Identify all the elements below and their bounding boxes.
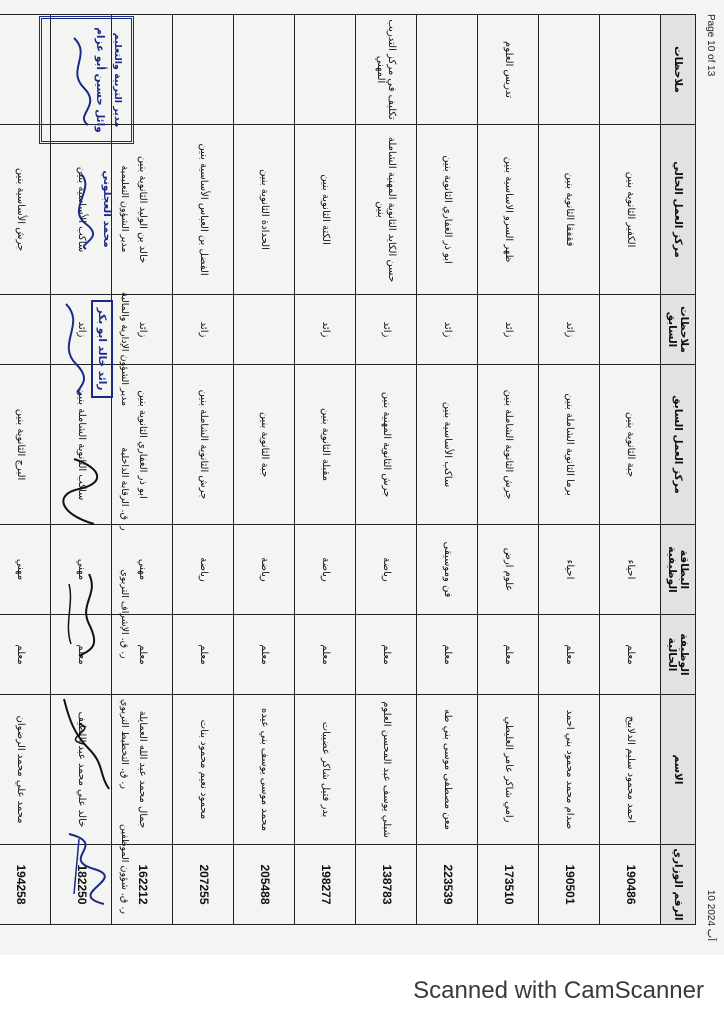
signature-block xyxy=(14,14,134,924)
table-row xyxy=(234,15,295,925)
cell-curr-center: الحدادة الثانوية بنين xyxy=(234,125,295,295)
cell-prev-center: مقبلة الثانوية بنين xyxy=(295,365,356,525)
signature-title: مدير الشؤون التعليمية xyxy=(119,165,130,253)
cell-id: 223539 xyxy=(417,845,478,925)
cell-note xyxy=(539,15,600,125)
signature-scribble-icon xyxy=(49,564,119,664)
cell-prev-center: جرش الثانوية الشاملة بنين xyxy=(173,365,234,525)
cell-prev-note: زائد xyxy=(539,295,600,365)
signature-title: ر. ق. الرقابة الداخلية xyxy=(119,447,130,531)
page-date: 10 آب 2024 xyxy=(705,889,716,941)
scanner-watermark: Scanned with CamScanner xyxy=(413,977,704,1004)
cell-prev-center: ساكب الثانوية الشاملة بنين xyxy=(51,365,112,525)
cell-prev-note: زائد xyxy=(417,295,478,365)
cell-note: تكليف في مركز التدريب المهني xyxy=(356,15,417,125)
cell-card: رياضة xyxy=(234,525,295,615)
signature-admin-finance xyxy=(14,274,134,424)
cell-note xyxy=(600,15,661,125)
cell-curr-center: فقفقا الثانوية بنين xyxy=(539,125,600,295)
signature-title: ر. ق. شؤون الموظفين xyxy=(119,824,130,914)
signature-title: مدير الشؤون الإدارية والمالية xyxy=(119,291,130,407)
table-row xyxy=(417,15,478,925)
table-row xyxy=(478,15,539,925)
cell-job: معلم xyxy=(600,615,661,695)
cell-name: محمود نعيم محمود بنات xyxy=(173,695,234,845)
page-header xyxy=(700,14,716,941)
cell-prev-center: جرش الثانوية المهنية بنين xyxy=(356,365,417,525)
signature-planning xyxy=(14,684,134,804)
cell-job: معلم xyxy=(173,615,234,695)
cell-id: 190486 xyxy=(600,845,661,925)
cell-prev-center: جبة الثانوية بنين xyxy=(234,365,295,525)
col-header-note: ملاحظات xyxy=(661,15,696,125)
cell-job: معلم xyxy=(112,615,173,695)
table-row xyxy=(173,15,234,925)
cell-prev-center: برما الثانوية الشاملة بنين xyxy=(539,365,600,525)
signature-title: مدير التربية والتعليم xyxy=(112,32,123,128)
col-header-name: الاسم xyxy=(661,695,696,845)
cell-note xyxy=(173,15,234,125)
cell-curr-center: الكفير الثانوية بنين xyxy=(600,125,661,295)
col-header-prev-center: مركز العمل السابق xyxy=(661,365,696,525)
signature-name: محمد العجلوني xyxy=(101,170,113,248)
signature-name: وائل حسين أبو عزام xyxy=(94,27,106,133)
cell-curr-center: حسن الكايد الثانوية المهنية الشاملة بنين xyxy=(356,125,417,295)
cell-prev-center: ابو ذر الغفاري الثانوية بنين xyxy=(112,365,173,525)
cell-prev-note xyxy=(234,295,295,365)
cell-note xyxy=(295,15,356,125)
signature-director xyxy=(14,14,134,144)
signature-education-affairs xyxy=(14,154,134,264)
director-stamp xyxy=(39,16,134,144)
signature-title: ر. ق. التخطيط التربوي xyxy=(119,699,130,789)
cell-job: معلم xyxy=(356,615,417,695)
cell-name: معن مصطفى موسى بني طه xyxy=(417,695,478,845)
signature-scribble-icon xyxy=(61,164,101,254)
cell-card: رياضة xyxy=(173,525,234,615)
cell-name: رامي شاكر عامر العليطي xyxy=(478,695,539,845)
cell-prev-note: زائد xyxy=(112,295,173,365)
cell-card: علوم ارض xyxy=(478,525,539,615)
signature-scribble-icon xyxy=(49,824,119,914)
page-number: Page 10 of 13 xyxy=(705,14,716,77)
cell-id: 162212 xyxy=(112,845,173,925)
cell-name: خالد علي محمد عبد اللطيف xyxy=(51,695,112,845)
col-header-curr-center: مركز العمل الحالي xyxy=(661,125,696,295)
cell-curr-center: الفضل بن العباس الأساسية بنين xyxy=(173,125,234,295)
signature-scribble-icon xyxy=(49,444,119,534)
table-row xyxy=(356,15,417,925)
signature-audit xyxy=(14,434,134,544)
signature-supervision xyxy=(14,554,134,674)
signature-scribble-icon xyxy=(51,294,91,404)
cell-name: بدر فتيل شاكر عضيبات xyxy=(295,695,356,845)
cell-job: معلم xyxy=(51,615,112,695)
cell-name: شبلي يوسف عبد المحسن العلوم xyxy=(356,695,417,845)
cell-id: 194258 xyxy=(0,845,51,925)
cell-note: تدريس العلوم xyxy=(478,15,539,125)
cell-job: معلم xyxy=(478,615,539,695)
table-header-row xyxy=(661,15,696,925)
cell-job: معلم xyxy=(295,615,356,695)
cell-prev-center: البرج الثانوية بنين xyxy=(0,365,51,525)
cell-note xyxy=(234,15,295,125)
table-row xyxy=(600,15,661,925)
cell-curr-center: خالد بن الوليد الثانوية بنين xyxy=(112,125,173,295)
cell-id: 198277 xyxy=(295,845,356,925)
cell-card: رياضة xyxy=(356,525,417,615)
cell-id: 138783 xyxy=(356,845,417,925)
cell-id: 207255 xyxy=(173,845,234,925)
table-row xyxy=(295,15,356,925)
cell-name: صدام محمد محمود بني احمد xyxy=(539,695,600,845)
cell-id: 182250 xyxy=(51,845,112,925)
cell-prev-note: زائد xyxy=(295,295,356,365)
table-row xyxy=(539,15,600,925)
cell-card: مهني xyxy=(0,525,51,615)
cell-prev-center: ساكب الأساسية بنين xyxy=(417,365,478,525)
cell-name: محمد موسى يوسف بني عيده xyxy=(234,695,295,845)
cell-name: جمال محمد عبد الله العمايلة xyxy=(112,695,173,845)
cell-job: معلم xyxy=(0,615,51,695)
cell-note xyxy=(417,15,478,125)
signature-name-box xyxy=(91,300,113,399)
signature-scribble-icon xyxy=(64,30,94,130)
signature-name: رائد خالد ابو بكر xyxy=(96,307,108,391)
col-header-job: الوظيفة الحالية xyxy=(661,615,696,695)
cell-name: احمد محمود سليم الدلابيح xyxy=(600,695,661,845)
cell-job: معلم xyxy=(539,615,600,695)
cell-curr-center: ساكب الأساسية بنين xyxy=(51,125,112,295)
cell-card: رياضة xyxy=(295,525,356,615)
col-header-card: البطاقة الوظيفية xyxy=(661,525,696,615)
cell-job: معلم xyxy=(417,615,478,695)
cell-curr-center: ابو ذر الغفاري الثانوية بنين xyxy=(417,125,478,295)
cell-prev-center: جبة الثانوية بنين xyxy=(600,365,661,525)
cell-id: 173510 xyxy=(478,845,539,925)
cell-curr-center: جرش الأساسية بنين xyxy=(0,125,51,295)
cell-prev-note: زائد xyxy=(356,295,417,365)
cell-prev-center: جرش الثانوية الشاملة بنين xyxy=(478,365,539,525)
signature-scribble-icon xyxy=(49,694,119,794)
signature-title: ر. ق. الإشراف التربوي xyxy=(119,569,130,659)
cell-id: 190501 xyxy=(539,845,600,925)
cell-card: مهني xyxy=(51,525,112,615)
cell-job: معلم xyxy=(234,615,295,695)
cell-card: احياء xyxy=(539,525,600,615)
cell-prev-note xyxy=(600,295,661,365)
cell-card: فن وموسيقى xyxy=(417,525,478,615)
cell-prev-note: زائد xyxy=(173,295,234,365)
col-header-prev-note: ملاحظات السابق xyxy=(661,295,696,365)
cell-curr-center: الكتة الثانوية بنين xyxy=(295,125,356,295)
cell-prev-note: زائد xyxy=(478,295,539,365)
cell-prev-note: زائد xyxy=(51,295,112,365)
cell-name: محمد علي محمد الرضوان xyxy=(0,695,51,845)
scanner-footer xyxy=(0,955,724,1024)
cell-id: 205488 xyxy=(234,845,295,925)
cell-curr-center: ظهر السرو الاساسية بنين xyxy=(478,125,539,295)
signature-hr xyxy=(14,814,134,924)
cell-card: احياء xyxy=(600,525,661,615)
col-header-id: الرقم الوزاري xyxy=(661,845,696,925)
cell-card: مهني xyxy=(112,525,173,615)
